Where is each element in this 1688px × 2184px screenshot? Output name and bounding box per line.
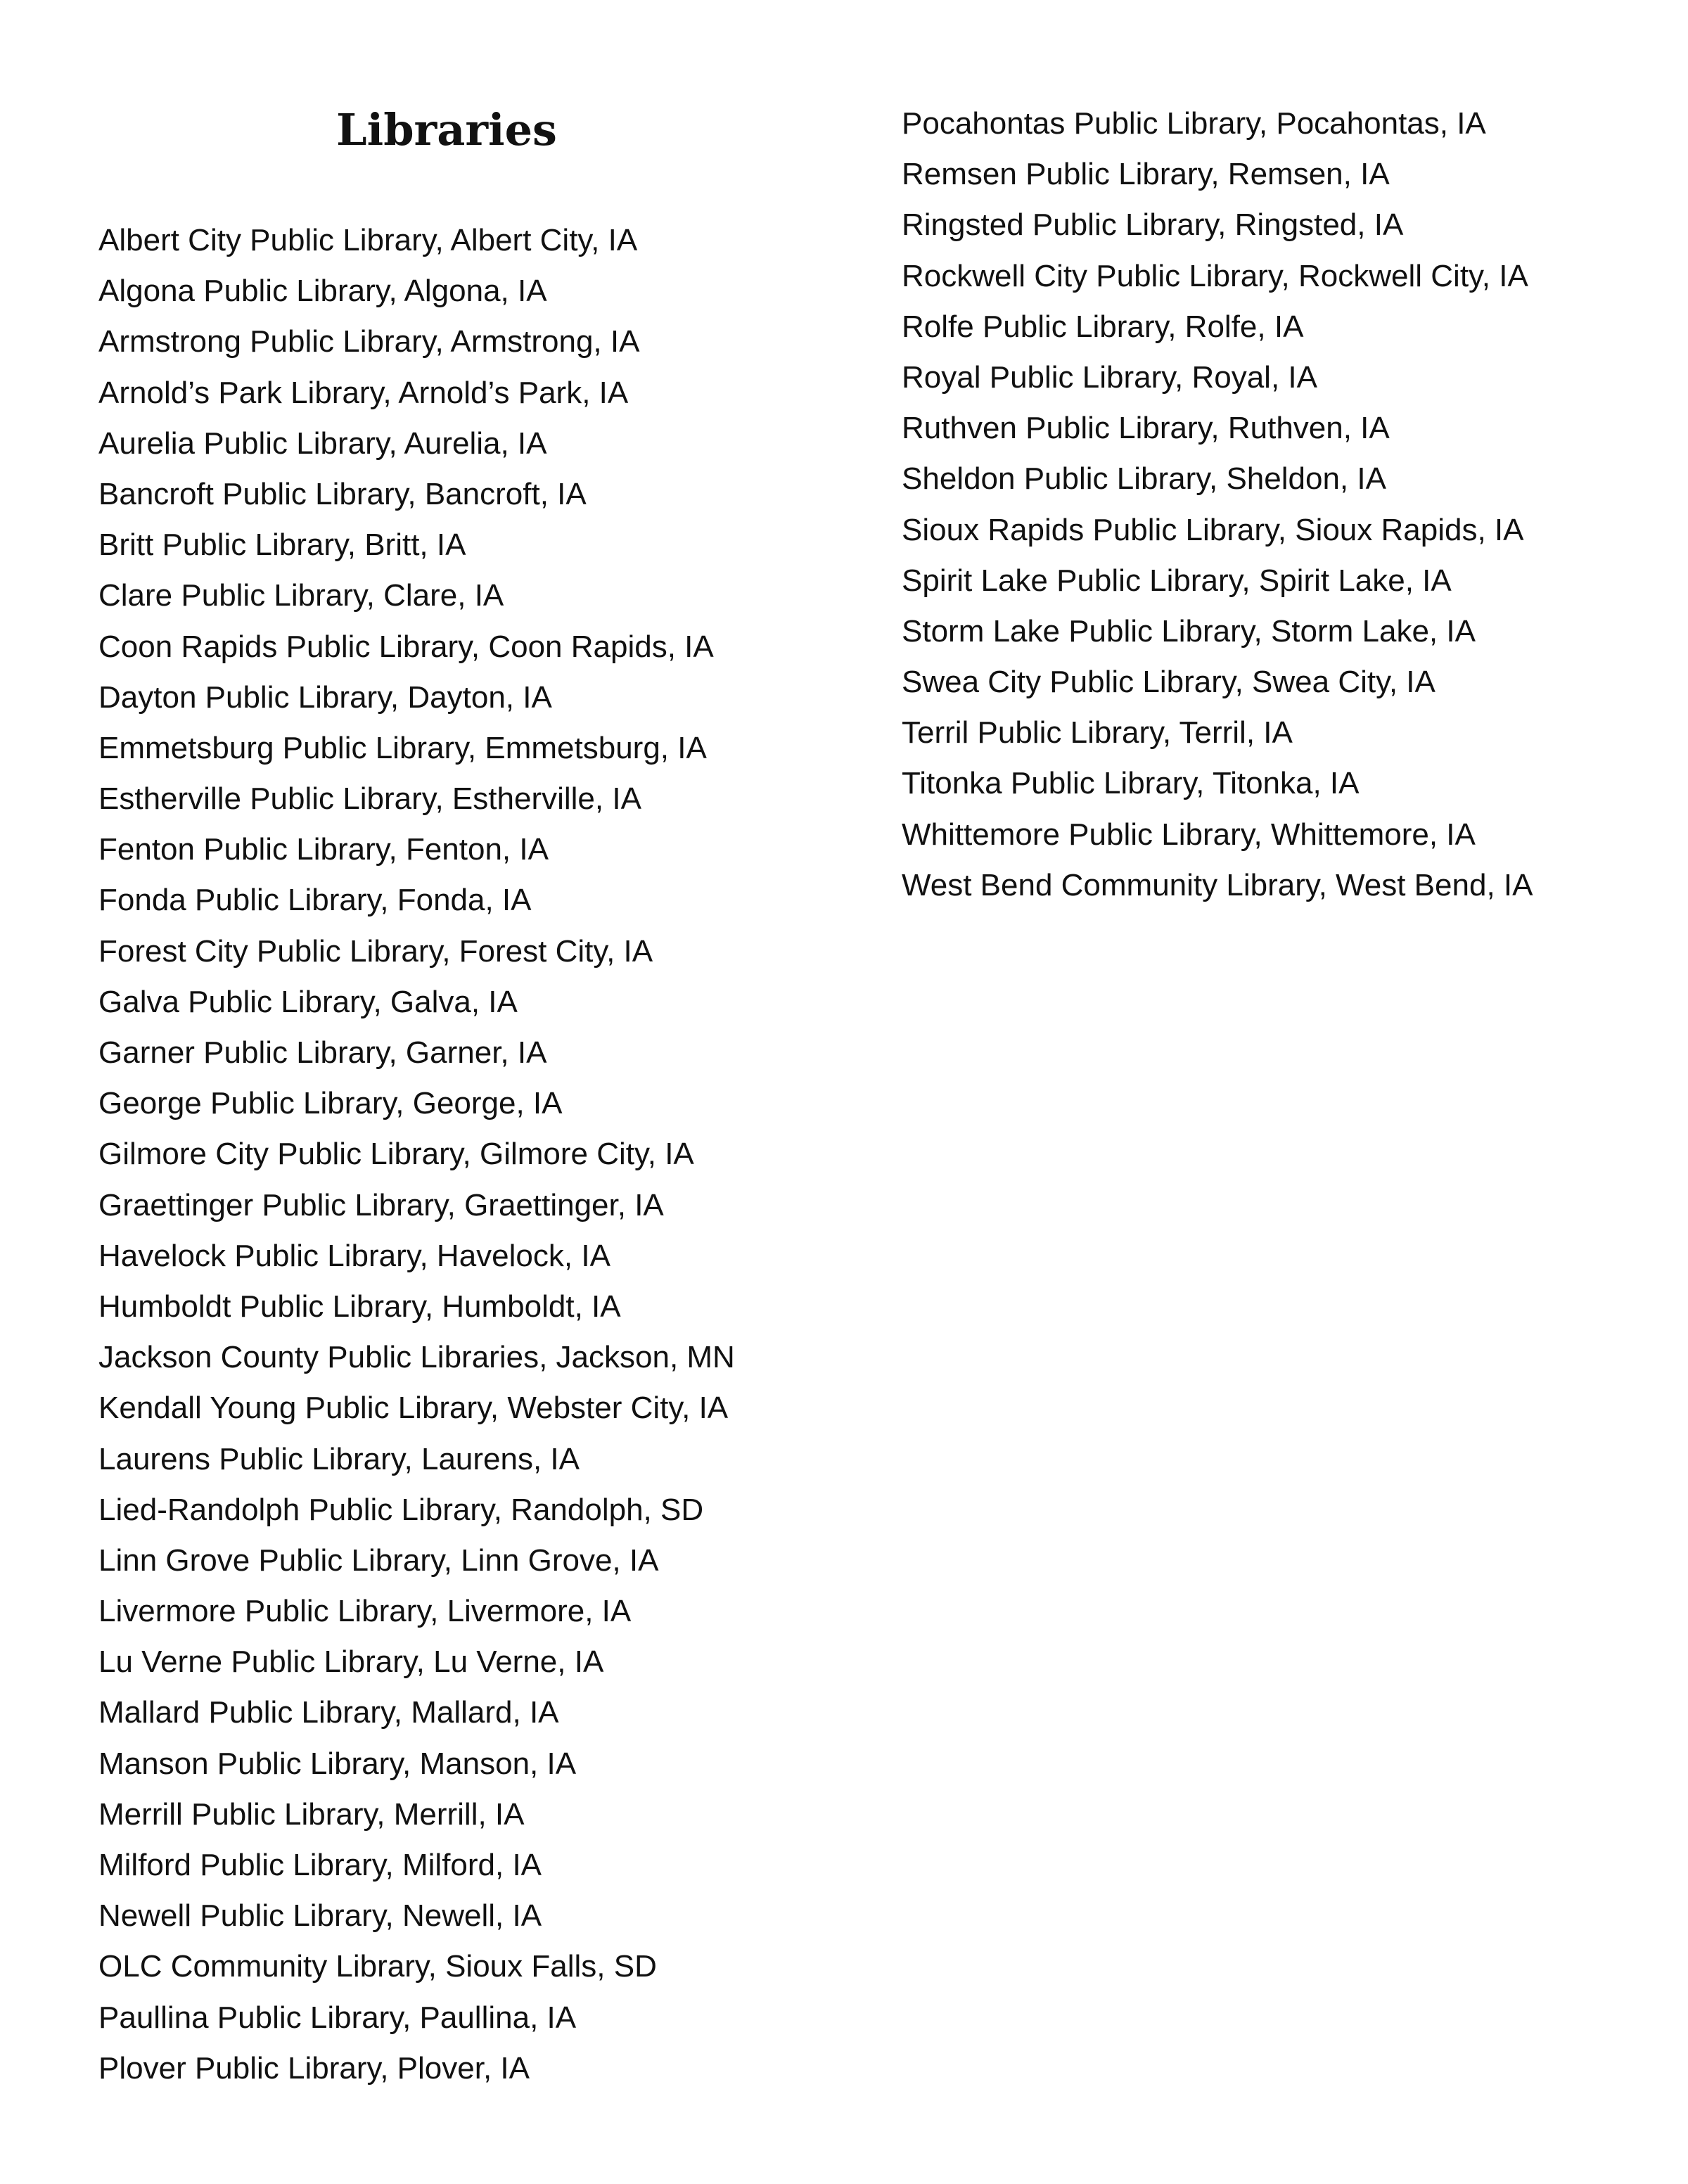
library-list-item: Sioux Rapids Public Library, Sioux Rapids, IA — [902, 512, 1524, 547]
library-list-item: Whittemore Public Library, Whittemore, IA — [902, 817, 1476, 852]
library-list-item: Merrill Public Library, Merrill, IA — [98, 1796, 525, 1832]
library-list-item: Kendall Young Public Library, Webster City, IA — [98, 1391, 729, 1426]
library-list-item: Gilmore City Public Library, Gilmore City, IA — [98, 1137, 694, 1172]
library-list-item: Clare Public Library, Clare, IA — [98, 578, 504, 613]
library-list-item: OLC Community Library, Sioux Falls, SD — [98, 1949, 657, 1984]
library-list-item: Garner Public Library, Garner, IA — [98, 1035, 547, 1070]
library-list-item: Linn Grove Public Library, Linn Grove, IA — [98, 1543, 659, 1578]
library-list-item: Lu Verne Public Library, Lu Verne, IA — [98, 1645, 604, 1680]
library-list-item: Ringsted Public Library, Ringsted, IA — [902, 207, 1404, 243]
library-list-item: Graettinger Public Library, Graettinger, IA — [98, 1187, 664, 1222]
library-list-item: Algona Public Library, Algona, IA — [98, 274, 547, 309]
library-list-item: Rolfe Public Library, Rolfe, IA — [902, 309, 1304, 344]
library-list-item: Rockwell City Public Library, Rockwell City, IA — [902, 258, 1528, 293]
page-title: Libraries — [336, 104, 557, 155]
library-list-item: Dayton Public Library, Dayton, IA — [98, 679, 552, 715]
library-list-item: Lied-Randolph Public Library, Randolph, SD — [98, 1492, 704, 1527]
library-list-item: Ruthven Public Library, Ruthven, IA — [902, 411, 1390, 446]
library-list-item: Aurelia Public Library, Aurelia, IA — [98, 426, 547, 461]
library-list-item: Mallard Public Library, Mallard, IA — [98, 1695, 559, 1730]
library-list-item: Sheldon Public Library, Sheldon, IA — [902, 461, 1386, 497]
library-list-item: Newell Public Library, Newell, IA — [98, 1898, 542, 1934]
library-list-item: George Public Library, George, IA — [98, 1086, 563, 1121]
library-list-item: Spirit Lake Public Library, Spirit Lake, IA — [902, 563, 1452, 598]
library-list-item: Laurens Public Library, Laurens, IA — [98, 1441, 580, 1476]
library-list-left — [98, 215, 802, 2094]
library-list-item: Manson Public Library, Manson, IA — [98, 1746, 577, 1781]
library-list-item: Swea City Public Library, Swea City, IA — [902, 665, 1436, 700]
library-list-item: Estherville Public Library, Estherville, IA — [98, 781, 641, 817]
library-list-item: Jackson County Public Libraries, Jackson, MN — [98, 1340, 735, 1375]
library-list-item: Titonka Public Library, Titonka, IA — [902, 766, 1360, 801]
library-list-item: West Bend Community Library, West Bend, IA — [902, 867, 1533, 902]
library-list-item: Storm Lake Public Library, Storm Lake, IA — [902, 613, 1476, 649]
library-list-item: Royal Public Library, Royal, IA — [902, 359, 1317, 395]
library-list-item: Coon Rapids Public Library, Coon Rapids, IA — [98, 629, 714, 664]
library-list-item: Pocahontas Public Library, Pocahontas, IA — [902, 106, 1486, 141]
library-list-item: Albert City Public Library, Albert City, IA — [98, 223, 638, 257]
library-list-item: Remsen Public Library, Remsen, IA — [902, 157, 1390, 192]
library-list-item: Plover Public Library, Plover, IA — [98, 2050, 530, 2086]
library-list-item: Forest City Public Library, Forest City, IA — [98, 933, 653, 969]
library-list-item: Paullina Public Library, Paullina, IA — [98, 2000, 577, 2035]
library-list-item: Galva Public Library, Galva, IA — [98, 984, 518, 1019]
library-list-right — [902, 98, 1647, 911]
library-list-item: Bancroft Public Library, Bancroft, IA — [98, 476, 587, 511]
library-list-item: Fonda Public Library, Fonda, IA — [98, 883, 532, 918]
library-list-item: Havelock Public Library, Havelock, IA — [98, 1238, 610, 1273]
library-list-item: Humboldt Public Library, Humboldt, IA — [98, 1289, 621, 1324]
library-list-item: Fenton Public Library, Fenton, IA — [98, 832, 549, 867]
library-list-item: Arnold’s Park Library, Arnold’s Park, IA — [98, 375, 629, 410]
library-list-item: Armstrong Public Library, Armstrong, IA — [98, 324, 640, 359]
library-list-item: Milford Public Library, Milford, IA — [98, 1848, 542, 1882]
library-list-item: Terril Public Library, Terril, IA — [902, 715, 1293, 751]
library-list-item: Britt Public Library, Britt, IA — [98, 528, 466, 563]
library-list-item: Emmetsburg Public Library, Emmetsburg, IA — [98, 730, 707, 765]
library-list-item: Livermore Public Library, Livermore, IA — [98, 1594, 632, 1629]
